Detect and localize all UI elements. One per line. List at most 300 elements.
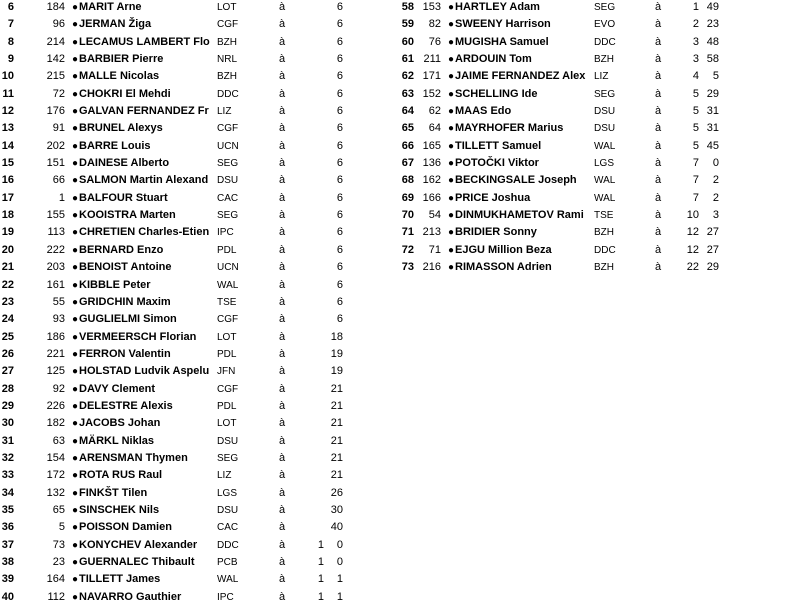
rank-cell: 23 [1,295,14,308]
gap-seconds-cell: 29 [706,87,719,100]
gap-seconds-cell: 0 [336,556,343,568]
gap-prefix-cell: à [655,53,662,66]
bib-number-cell: 132 [46,486,65,499]
gap-minutes-cell: 1 [317,538,324,551]
gap-seconds-cell: 3 [712,209,719,222]
bib-number-cell: 1 [58,191,65,204]
bib-number-cell: 23 [52,556,65,568]
team-code-cell: BZH [594,262,614,274]
rider-name-cell: TILLETT James [79,573,161,586]
gap-seconds-cell: 0 [712,157,719,170]
team-code-cell: DSU [217,435,239,447]
bullet-icon: ● [72,175,79,187]
bib-number-cell: 216 [422,261,441,274]
bullet-icon: ● [72,192,79,204]
bullet-icon: ● [448,19,455,31]
gap-minutes-cell: 12 [686,226,699,239]
gap-seconds-cell: 21 [330,451,343,464]
gap-seconds-cell: 29 [706,261,719,274]
bib-number-cell: 66 [52,174,65,187]
rank-cell: 71 [401,226,414,239]
team-code-cell: DSU [217,504,239,516]
bib-number-cell: 186 [46,330,65,343]
team-code-cell: DDC [594,36,616,48]
bib-number-cell: 73 [52,538,65,551]
rider-name-cell: POTOČKI Viktor [455,157,539,170]
team-code-cell: LIZ [217,470,232,482]
bib-number-cell: 71 [428,243,441,256]
gap-seconds-cell: 6 [336,53,343,66]
rider-name-cell: MAYRHOFER Marius [455,122,564,135]
bib-number-cell: 125 [46,365,65,378]
team-code-cell: DSU [594,123,616,135]
team-code-cell: LOT [217,331,237,343]
team-code-cell: LGS [217,487,238,499]
gap-seconds-cell: 18 [330,330,343,343]
team-code-cell: WAL [594,140,616,152]
gap-seconds-cell: 6 [336,226,343,239]
bib-number-cell: 203 [46,261,65,274]
gap-seconds-cell: 21 [330,469,343,482]
gap-prefix-cell: à [279,122,286,135]
rider-name-cell: JERMAN Žiga [79,18,152,31]
rider-name-cell: ARDOUIN Tom [455,53,532,66]
gap-seconds-cell: 21 [330,417,343,430]
team-code-cell: PDL [217,348,237,360]
team-code-cell: CAC [217,192,239,204]
gap-seconds-cell: 21 [330,434,343,447]
gap-seconds-cell: 6 [336,157,343,170]
gap-minutes-cell: 1 [692,1,699,13]
bullet-icon: ● [72,296,79,308]
bib-number-cell: 172 [46,469,65,482]
rider-name-cell: BALFOUR Stuart [79,191,168,204]
bib-number-cell: 113 [47,226,65,239]
rider-name-cell: JAIME FERNANDEZ Alex [455,70,586,83]
rank-cell: 67 [401,157,414,170]
gap-seconds-cell: 6 [336,261,343,274]
rank-cell: 61 [401,53,414,66]
gap-minutes-cell: 7 [692,174,699,187]
team-code-cell: WAL [217,574,239,586]
gap-prefix-cell: à [279,556,286,568]
rank-cell: 21 [1,261,14,274]
gap-minutes-cell: 12 [686,243,699,256]
bullet-icon: ● [448,2,455,13]
bib-number-cell: 72 [52,87,65,100]
bib-number-cell: 153 [422,1,441,13]
bullet-icon: ● [72,158,79,170]
rank-cell: 28 [1,382,14,395]
team-code-cell: LIZ [594,71,609,83]
bullet-icon: ● [72,504,79,516]
team-code-cell: JFN [217,366,236,378]
rider-name-cell: PRICE Joshua [455,191,531,204]
gap-seconds-cell: 2 [712,174,719,187]
bullet-icon: ● [72,19,79,31]
gap-prefix-cell: à [279,399,286,412]
bib-number-cell: 55 [52,295,65,308]
gap-prefix-cell: à [279,295,286,308]
rider-name-cell: ARENSMAN Thymen [79,451,188,464]
gap-seconds-cell: 6 [336,313,343,326]
bullet-icon: ● [448,210,455,222]
team-code-cell: EVO [594,19,616,31]
bullet-icon: ● [72,279,79,291]
rider-name-cell: MALLE Nicolas [79,70,160,83]
team-code-cell: PDL [217,400,237,412]
bullet-icon: ● [72,366,79,378]
rank-cell: 22 [1,278,14,291]
bullet-icon: ● [72,210,79,222]
rider-name-cell: SCHELLING Ide [455,87,538,100]
bullet-icon: ● [448,71,455,83]
team-code-cell: DDC [217,539,239,551]
gap-seconds-cell: 31 [706,105,719,118]
gap-prefix-cell: à [279,18,286,31]
bullet-icon: ● [72,262,79,274]
gap-prefix-cell: à [655,18,662,31]
bullet-icon: ● [72,331,79,343]
gap-prefix-cell: à [655,35,662,48]
gap-seconds-cell: 31 [706,122,719,135]
bib-number-cell: 65 [52,503,65,516]
bib-number-cell: 202 [46,139,65,152]
gap-prefix-cell: à [279,313,286,326]
rank-cell: 59 [401,18,414,31]
gap-prefix-cell: à [655,157,662,170]
rank-cell: 6 [7,1,14,13]
gap-prefix-cell: à [655,105,662,118]
gap-prefix-cell: à [279,209,286,222]
bib-number-cell: 171 [422,70,441,83]
team-code-cell: SEG [217,210,239,222]
rank-cell: 19 [1,226,14,239]
gap-prefix-cell: à [279,521,286,534]
rank-cell: 72 [401,243,414,256]
rider-name-cell: MARIT Arne [79,1,142,13]
rank-cell: 17 [1,191,14,204]
gap-minutes-cell: 5 [692,105,699,118]
gap-prefix-cell: à [279,469,286,482]
gap-prefix-cell: à [655,122,662,135]
bib-number-cell: 91 [52,122,65,135]
bib-number-cell: 176 [46,105,65,118]
team-code-cell: LGS [594,158,615,170]
rank-cell: 33 [1,469,14,482]
team-code-cell: WAL [594,175,616,187]
gap-prefix-cell: à [279,538,286,551]
rider-name-cell: SALMON Martin Alexand [79,174,209,187]
gap-seconds-cell: 6 [336,122,343,135]
bullet-icon: ● [448,175,455,187]
gap-prefix-cell: à [279,105,286,118]
gap-prefix-cell: à [279,382,286,395]
gap-seconds-cell: 40 [330,521,343,534]
rider-name-cell: TILLETT Samuel [455,139,542,152]
rank-cell: 64 [401,105,414,118]
rider-name-cell: JACOBS Johan [79,417,161,430]
team-code-cell: TSE [217,296,237,308]
team-code-cell: SEG [217,452,239,464]
bib-number-cell: 76 [428,35,441,48]
bullet-icon: ● [72,348,79,360]
rider-name-cell: EJGU Million Beza [455,243,552,256]
gap-seconds-cell: 23 [706,18,719,31]
rank-cell: 60 [401,35,414,48]
rank-cell: 26 [1,347,14,360]
team-code-cell: CGF [217,383,239,395]
bullet-icon: ● [448,158,455,170]
gap-minutes-cell: 5 [692,139,699,152]
rider-name-cell: BARBIER Pierre [79,53,164,66]
rank-cell: 65 [401,122,414,135]
bib-number-cell: 213 [422,226,441,239]
rider-name-cell: GRIDCHIN Maxim [79,295,171,308]
team-code-cell: IPC [217,591,234,603]
team-code-cell: CGF [217,123,239,135]
rank-cell: 40 [1,590,14,603]
gap-seconds-cell: 27 [706,243,719,256]
gap-minutes-cell: 3 [692,35,699,48]
gap-prefix-cell: à [279,451,286,464]
bib-number-cell: 151 [46,157,65,170]
team-code-cell: CAC [217,522,239,534]
rank-cell: 39 [1,573,14,586]
bullet-icon: ● [448,54,455,66]
gap-prefix-cell: à [279,486,286,499]
bib-number-cell: 215 [46,70,65,83]
rider-name-cell: SINSCHEK Nils [79,503,160,516]
rank-cell: 38 [1,556,14,568]
bullet-icon: ● [72,539,79,551]
bullet-icon: ● [72,452,79,464]
gap-seconds-cell: 6 [336,18,343,31]
rider-name-cell: VERMEERSCH Florian [79,330,197,343]
bib-number-cell: 184 [46,1,65,13]
rider-name-cell: HOLSTAD Ludvik Aspelu [79,365,210,378]
gap-prefix-cell: à [279,434,286,447]
rank-cell: 14 [1,139,14,152]
bullet-icon: ● [448,140,455,152]
bib-number-cell: 221 [46,347,65,360]
rider-name-cell: BERNARD Enzo [79,243,164,256]
bullet-icon: ● [72,244,79,256]
gap-seconds-cell: 2 [712,191,719,204]
rider-name-cell: MAAS Edo [455,105,512,118]
rank-cell: 15 [1,157,14,170]
gap-minutes-cell: 1 [317,590,324,603]
rider-name-cell: DAVY Clement [79,382,156,395]
team-code-cell: SEG [594,2,616,13]
bib-number-cell: 136 [422,157,441,170]
gap-prefix-cell: à [279,1,286,13]
rider-name-cell: GUERNALEC Thibault [79,556,195,568]
team-code-cell: DDC [217,88,239,100]
team-code-cell: UCN [217,262,239,274]
rider-name-cell: NAVARRO Gauthier [79,590,182,603]
gap-seconds-cell: 26 [330,486,343,499]
bib-number-cell: 214 [46,35,65,48]
gap-prefix-cell: à [655,70,662,83]
gap-prefix-cell: à [279,226,286,239]
bib-number-cell: 5 [58,521,65,534]
rider-name-cell: ROTA RUS Raul [79,469,163,482]
gap-seconds-cell: 6 [336,139,343,152]
bib-number-cell: 112 [47,590,65,603]
gap-seconds-cell: 58 [706,53,719,66]
gap-seconds-cell: 6 [336,174,343,187]
rider-name-cell: FINKŠT Tilen [79,486,148,499]
team-code-cell: LIZ [217,106,232,118]
bib-number-cell: 166 [422,191,441,204]
bullet-icon: ● [72,227,79,239]
bullet-icon: ● [72,557,79,568]
bullet-icon: ● [72,2,79,13]
team-code-cell: DSU [217,175,239,187]
bib-number-cell: 155 [46,209,65,222]
team-code-cell: NRL [217,54,238,66]
rank-cell: 10 [1,70,14,83]
bib-number-cell: 154 [46,451,65,464]
gap-seconds-cell: 30 [330,503,343,516]
bullet-icon: ● [72,383,79,395]
gap-minutes-cell: 3 [692,53,699,66]
gap-prefix-cell: à [655,209,662,222]
rank-cell: 37 [1,538,14,551]
bib-number-cell: 182 [46,417,65,430]
bib-number-cell: 96 [52,18,65,31]
gap-prefix-cell: à [279,243,286,256]
gap-seconds-cell: 6 [336,1,343,13]
rank-cell: 16 [1,174,14,187]
gap-seconds-cell: 19 [330,365,343,378]
gap-seconds-cell: 6 [336,191,343,204]
gap-prefix-cell: à [279,191,286,204]
team-code-cell: LOT [217,2,237,13]
rider-name-cell: DINMUKHAMETOV Rami [455,209,584,222]
gap-minutes-cell: 7 [692,191,699,204]
team-code-cell: PCB [217,557,238,568]
bullet-icon: ● [72,470,79,482]
rider-name-cell: MÄRKL Niklas [79,434,154,447]
gap-seconds-cell: 45 [706,139,719,152]
team-code-cell: SEG [594,88,616,100]
rank-cell: 30 [1,417,14,430]
gap-seconds-cell: 1 [336,573,343,586]
team-code-cell: PDL [217,244,237,256]
rank-cell: 34 [1,486,14,499]
team-code-cell: BZH [594,54,614,66]
gap-prefix-cell: à [655,226,662,239]
gap-minutes-cell: 7 [692,157,699,170]
bullet-icon: ● [72,123,79,135]
rider-name-cell: BENOIST Antoine [79,261,172,274]
bullet-icon: ● [72,140,79,152]
rank-cell: 35 [1,503,14,516]
bullet-icon: ● [448,262,455,274]
rider-name-cell: BRIDIER Sonny [455,226,537,239]
rank-cell: 25 [1,330,14,343]
bullet-icon: ● [72,54,79,66]
bib-number-cell: 63 [52,434,65,447]
gap-seconds-cell: 6 [336,87,343,100]
gap-minutes-cell: 5 [692,87,699,100]
bullet-icon: ● [72,574,79,586]
bib-number-cell: 211 [423,53,441,66]
team-code-cell: UCN [217,140,239,152]
rider-name-cell: LECAMUS LAMBERT Flo [79,35,210,48]
bullet-icon: ● [72,487,79,499]
rank-cell: 63 [401,87,414,100]
gap-prefix-cell: à [655,243,662,256]
gap-prefix-cell: à [655,191,662,204]
rank-cell: 70 [401,209,414,222]
bib-number-cell: 64 [428,122,441,135]
gap-prefix-cell: à [655,261,662,274]
rider-name-cell: DELESTRE Alexis [79,399,173,412]
gap-prefix-cell: à [279,87,286,100]
rank-cell: 31 [1,434,14,447]
rank-cell: 29 [1,399,14,412]
rank-cell: 32 [1,451,14,464]
team-code-cell: TSE [594,210,614,222]
rank-cell: 36 [1,521,14,534]
bib-number-cell: 93 [52,313,65,326]
bib-number-cell: 165 [422,139,441,152]
gap-prefix-cell: à [279,139,286,152]
gap-minutes-cell: 1 [317,556,324,568]
team-code-cell: WAL [217,279,239,291]
bullet-icon: ● [72,106,79,118]
rider-name-cell: FERRON Valentin [79,347,171,360]
rider-name-cell: KOOISTRA Marten [79,209,176,222]
rank-cell: 66 [401,139,414,152]
gap-prefix-cell: à [279,53,286,66]
bib-number-cell: 222 [46,243,65,256]
rank-cell: 58 [401,1,414,13]
team-code-cell: WAL [594,192,616,204]
rank-cell: 62 [401,70,414,83]
gap-minutes-cell: 22 [686,261,699,274]
bullet-icon: ● [448,192,455,204]
gap-minutes-cell: 2 [692,18,699,31]
rider-name-cell: GUGLIELMI Simon [79,313,177,326]
rider-name-cell: BECKINGSALE Joseph [455,174,577,187]
bib-number-cell: 92 [52,382,65,395]
bullet-icon: ● [72,314,79,326]
bullet-icon: ● [72,591,79,603]
bullet-icon: ● [72,71,79,83]
team-code-cell: BZH [217,36,237,48]
bullet-icon: ● [72,418,79,430]
gap-seconds-cell: 0 [336,538,343,551]
gap-seconds-cell: 6 [336,209,343,222]
rider-name-cell: KONYCHEV Alexander [79,538,198,551]
rider-name-cell: CHRETIEN Charles-Etien [79,226,210,239]
team-code-cell: CGF [217,19,239,31]
bullet-icon: ● [448,106,455,118]
rank-cell: 18 [1,209,14,222]
gap-seconds-cell: 6 [336,105,343,118]
gap-prefix-cell: à [655,1,662,13]
bib-number-cell: 226 [46,399,65,412]
rank-cell: 9 [7,53,14,66]
team-code-cell: SEG [217,158,239,170]
team-code-cell: DDC [594,244,616,256]
bib-number-cell: 152 [422,87,441,100]
gap-prefix-cell: à [279,70,286,83]
